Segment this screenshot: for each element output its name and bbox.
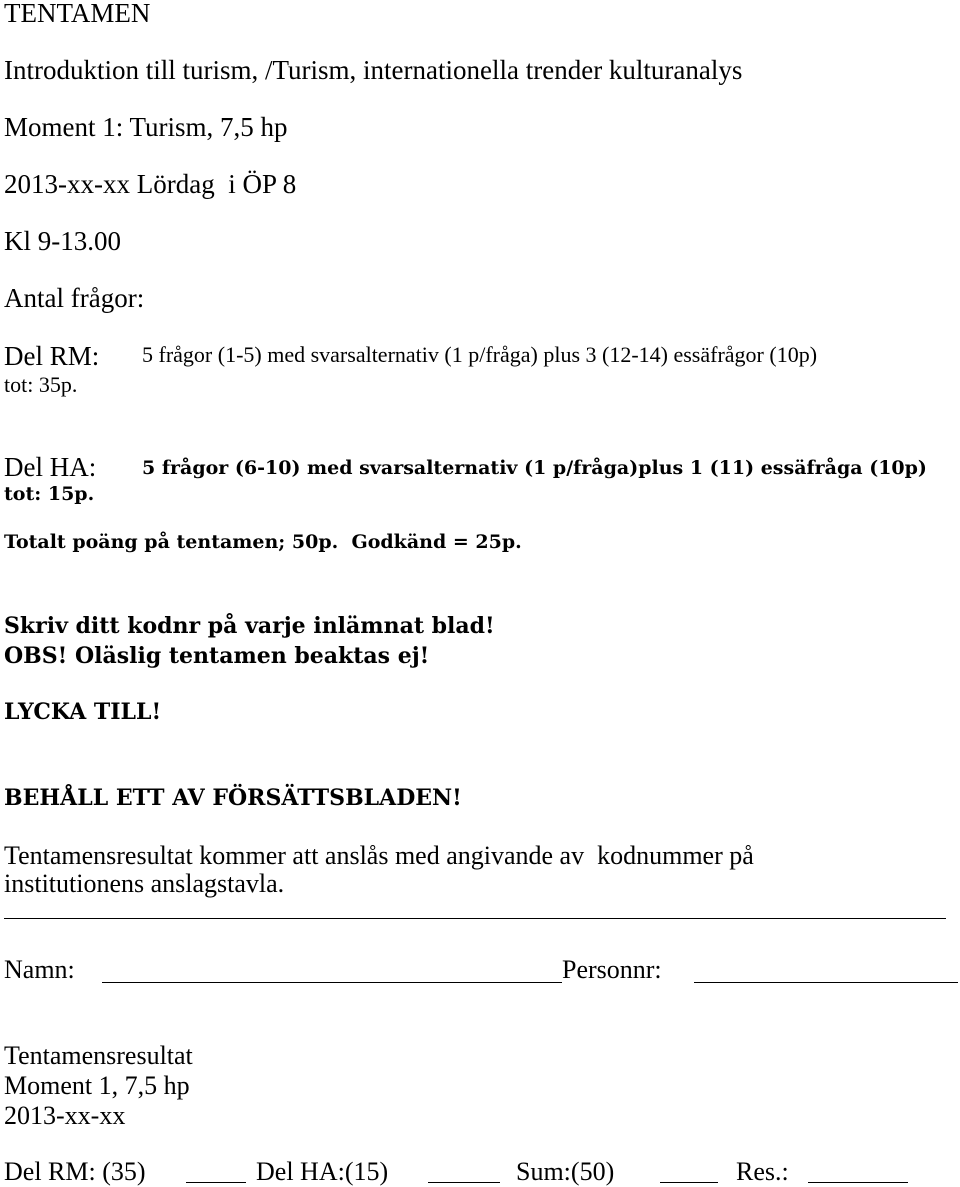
result-sum-field[interactable] (660, 1182, 718, 1183)
question-count-label: Antal frågor: (4, 283, 145, 313)
name-field[interactable] (102, 982, 562, 983)
part-ha-total: tot: 15p. (4, 483, 95, 505)
result-res-field[interactable] (808, 1182, 908, 1183)
code-instruction: Skriv ditt kodnr på varje inlämnat blad! (4, 613, 495, 639)
name-label: Namn: (4, 955, 75, 984)
part-rm-label: Del RM: (4, 341, 100, 371)
result-del-rm-field[interactable] (186, 1182, 246, 1183)
moment-info: Moment 1: Turism, 7,5 hp (4, 112, 288, 142)
separator-line (4, 918, 946, 919)
part-ha-description: 5 frågor (6-10) med svarsalternativ (1 p/fråga)plus 1 (11) essäfråga (10p) (142, 457, 927, 479)
part-ha-label: Del HA: (4, 452, 97, 482)
keep-cover-note: BEHÅLL ETT AV FÖRSÄTTSBLADEN! (4, 785, 462, 811)
total-points: Totalt poäng på tentamen; 50p. Godkänd = 25p. (4, 531, 522, 553)
result-sum-label: Sum:(50) (516, 1157, 615, 1186)
part-rm-description: 5 frågor (1-5) med svarsalternativ (1 p/fråga) plus 3 (12-14) essäfrågor (10p) (142, 342, 818, 367)
results-notice-line1: Tentamensresultat kommer att anslås med angivande av kodnummer på (4, 841, 754, 870)
result-heading: Tentamensresultat (4, 1041, 193, 1070)
good-luck: LYCKA TILL! (4, 699, 162, 725)
course-name: Introduktion till turism, /Turism, internationella trender kulturanalys (4, 55, 743, 85)
exam-date: 2013-xx-xx Lördag i ÖP 8 (4, 169, 297, 199)
personnr-label: Personnr: (562, 955, 662, 984)
part-rm-total: tot: 35p. (4, 372, 78, 397)
result-res-label: Res.: (736, 1157, 789, 1186)
exam-title: TENTAMEN (4, 0, 151, 28)
result-del-rm-label: Del RM: (35) (4, 1157, 146, 1186)
result-moment: Moment 1, 7,5 hp (4, 1071, 190, 1100)
legibility-note: OBS! Oläslig tentamen beaktas ej! (4, 643, 430, 669)
result-del-ha-label: Del HA:(15) (256, 1157, 389, 1186)
results-notice-line2: institutionens anslagstavla. (4, 869, 285, 898)
result-del-ha-field[interactable] (428, 1182, 500, 1183)
personnr-field[interactable] (694, 982, 958, 983)
exam-time: Kl 9-13.00 (4, 226, 121, 256)
result-date: 2013-xx-xx (4, 1101, 126, 1130)
